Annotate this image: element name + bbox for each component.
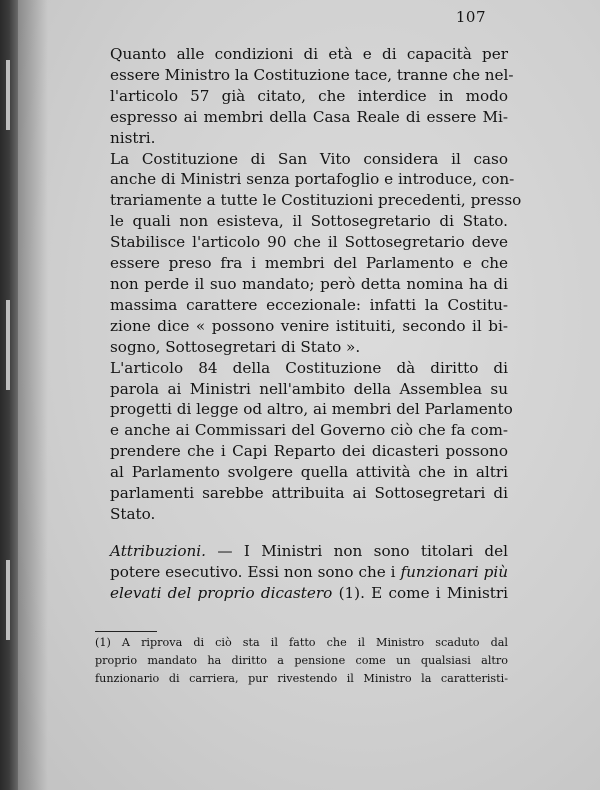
text-line: massima carattere eccezionale: infatti la Costitu- xyxy=(110,295,508,314)
attribuzioni-section xyxy=(110,541,508,604)
text-line: prendere che i Capi Reparto dei dicasteri possono xyxy=(110,442,508,461)
paragraph-2 xyxy=(110,149,522,358)
paragraph-1 xyxy=(110,44,514,149)
text-line: progetti di legge od altro, ai membri del Parlamento xyxy=(110,400,513,419)
text-line: Stabilisce l'articolo 90 che il Sottosegretario deve xyxy=(110,233,508,252)
section-text: (1). E come i Ministri xyxy=(332,584,508,602)
text-line: zione dice « possono venire istituiti, secondo il bi- xyxy=(110,316,508,335)
section-heading: Attribuzioni. xyxy=(110,542,206,560)
text-line: L'articolo 84 della Costituzione dà diritto di xyxy=(110,358,508,377)
section-emphasis: funzionari più xyxy=(400,563,508,581)
text-line: parola ai Ministri nell'ambito della Assemblea su xyxy=(110,379,508,398)
footnote xyxy=(95,634,508,689)
footnote-line: funzionario di carriera, pur rivestendo il Ministro la caratteristi- xyxy=(95,672,508,686)
section-line xyxy=(110,541,508,562)
text-line: essere preso fra i membri del Parlamento e che xyxy=(110,254,508,273)
section-text: — I Ministri non sono titolari del xyxy=(206,542,508,560)
text-line: e anche ai Commissari del Governo ciò che fa com- xyxy=(110,421,508,440)
footnote-divider xyxy=(95,631,157,632)
gutter-shadow xyxy=(18,0,48,790)
text-line: nistri. xyxy=(110,128,156,147)
text-line: La Costituzione di San Vito considera il caso xyxy=(110,149,508,168)
spine-highlight xyxy=(6,560,10,640)
text-line: Stato. xyxy=(110,504,156,523)
text-line: parlamenti sarebbe attribuita ai Sottosegretari di xyxy=(110,484,508,503)
text-line: Quanto alle condizioni di età e di capacità per xyxy=(110,45,508,63)
spine-highlight xyxy=(6,60,10,130)
text-line: le quali non esisteva, il Sottosegretario di Stato. xyxy=(110,212,508,231)
paragraph-3 xyxy=(110,358,513,525)
text-line: non perde il suo mandato; però detta nomina ha di xyxy=(110,274,508,293)
section-line xyxy=(110,562,508,583)
text-line: al Parlamento svolgere quella attività che in altri xyxy=(110,463,508,482)
text-line: sogno, Sottosegretari di Stato ». xyxy=(110,337,361,356)
section-text: potere esecutivo. Essi non sono che i xyxy=(110,563,401,581)
text-line: essere Ministro la Costituzione tace, tranne che nel- xyxy=(110,65,514,84)
section-line xyxy=(110,583,508,604)
footnote-line: (1) A riprova di ciò sta il fatto che il Ministro scaduto dal xyxy=(95,636,508,649)
text-line: l'articolo 57 già citato, che interdice in modo xyxy=(110,86,508,105)
text-line: trariamente a tutte le Costituzioni precedenti, presso xyxy=(110,191,522,210)
text-line: anche di Ministri senza portafoglio e introduce, con- xyxy=(110,170,515,189)
page-number: 107 xyxy=(455,8,486,26)
body-text xyxy=(110,44,522,525)
section-emphasis: elevati del proprio dicastero xyxy=(110,584,333,602)
text-line: espresso ai membri della Casa Reale di essere Mi- xyxy=(110,107,508,126)
footnote-line: proprio mandato ha diritto a pensione come un qualsiasi altro xyxy=(95,654,508,668)
spine-highlight xyxy=(6,300,10,390)
